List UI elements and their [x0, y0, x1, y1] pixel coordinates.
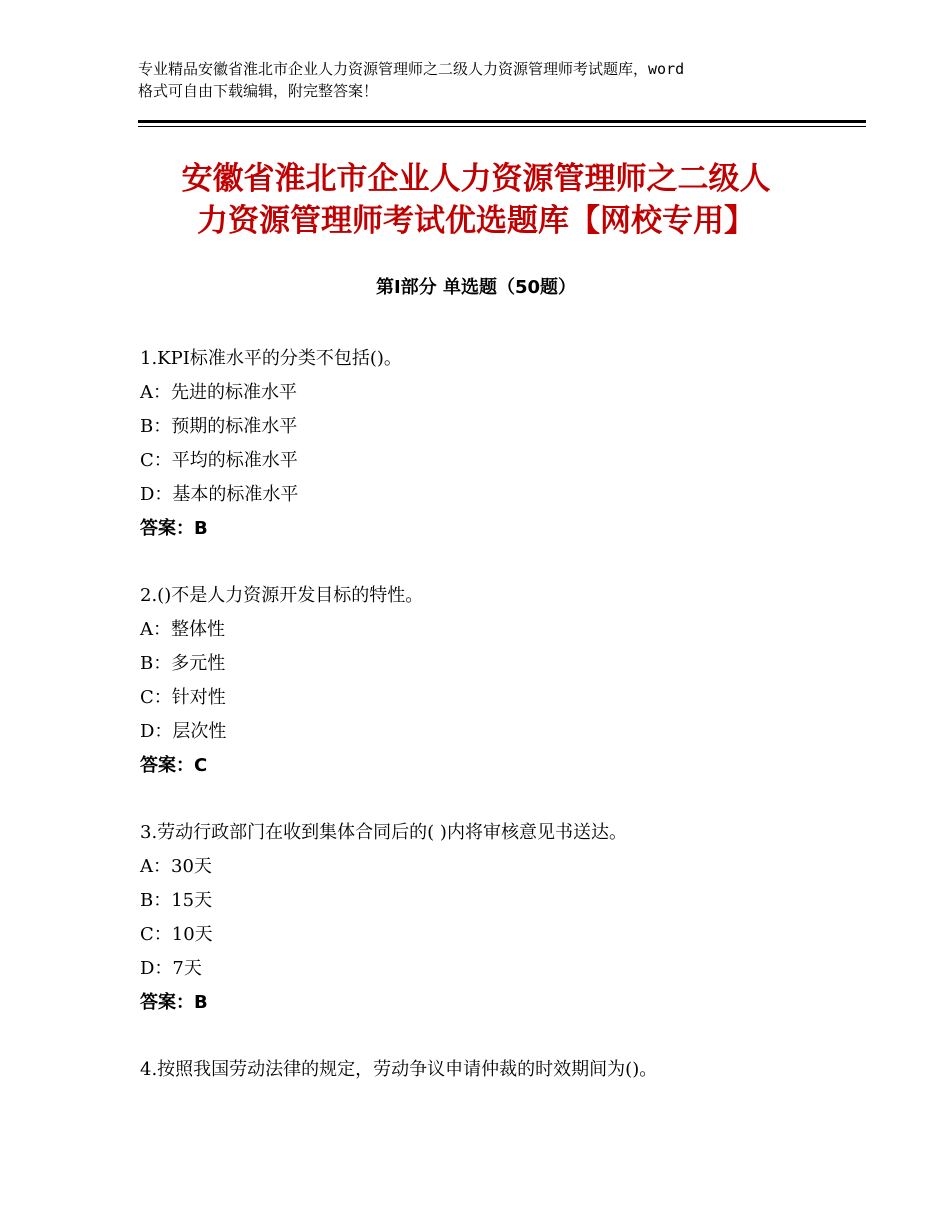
question-stem: 3.劳动行政部门在收到集体合同后的( )内将审核意见书送达。 — [140, 822, 627, 843]
header-note-line-2: 格式可自由下载编辑，附完整答案！ — [138, 82, 379, 100]
section-title: 第Ⅰ部分 单选题（50题） — [375, 277, 576, 298]
option-c: C：10天 — [140, 924, 213, 945]
header-rule-thin — [138, 126, 866, 127]
document-title — [138, 158, 814, 242]
header-note — [138, 58, 838, 102]
option-a: A：整体性 — [140, 619, 225, 640]
document-title-line-2: 力资源管理师考试优选题库【网校专用】 — [197, 203, 755, 239]
question-3 — [140, 816, 840, 1020]
option-a: A：30天 — [140, 856, 212, 877]
option-c: C：平均的标准水平 — [140, 450, 298, 471]
option-b: B：多元性 — [140, 653, 226, 674]
answer: 答案：B — [140, 518, 208, 539]
option-d: D：基本的标准水平 — [140, 484, 299, 505]
option-d: D：7天 — [140, 958, 202, 979]
option-c: C：针对性 — [140, 687, 226, 708]
option-d: D：层次性 — [140, 721, 227, 742]
option-b: B：15天 — [140, 890, 213, 911]
answer: 答案：C — [140, 755, 208, 776]
question-4 — [140, 1053, 840, 1087]
answer: 答案：B — [140, 992, 208, 1013]
question-stem: 2.()不是人力资源开发目标的特性。 — [140, 585, 424, 606]
option-b: B：预期的标准水平 — [140, 416, 298, 437]
header-rule-thick — [138, 120, 866, 123]
question-2 — [140, 579, 840, 783]
header-note-line-1: 专业精品安徽省淮北市企业人力资源管理师之二级人力资源管理师考试题库，word — [138, 60, 685, 78]
question-1 — [140, 342, 840, 546]
document-title-line-1: 安徽省淮北市企业人力资源管理师之二级人 — [181, 161, 771, 197]
question-list — [140, 342, 840, 1120]
question-stem: 1.KPI标准水平的分类不包括()。 — [140, 348, 402, 369]
option-a: A：先进的标准水平 — [140, 382, 297, 403]
question-stem: 4.按照我国劳动法律的规定，劳动争议申请仲裁的时效期间为()。 — [140, 1059, 658, 1080]
